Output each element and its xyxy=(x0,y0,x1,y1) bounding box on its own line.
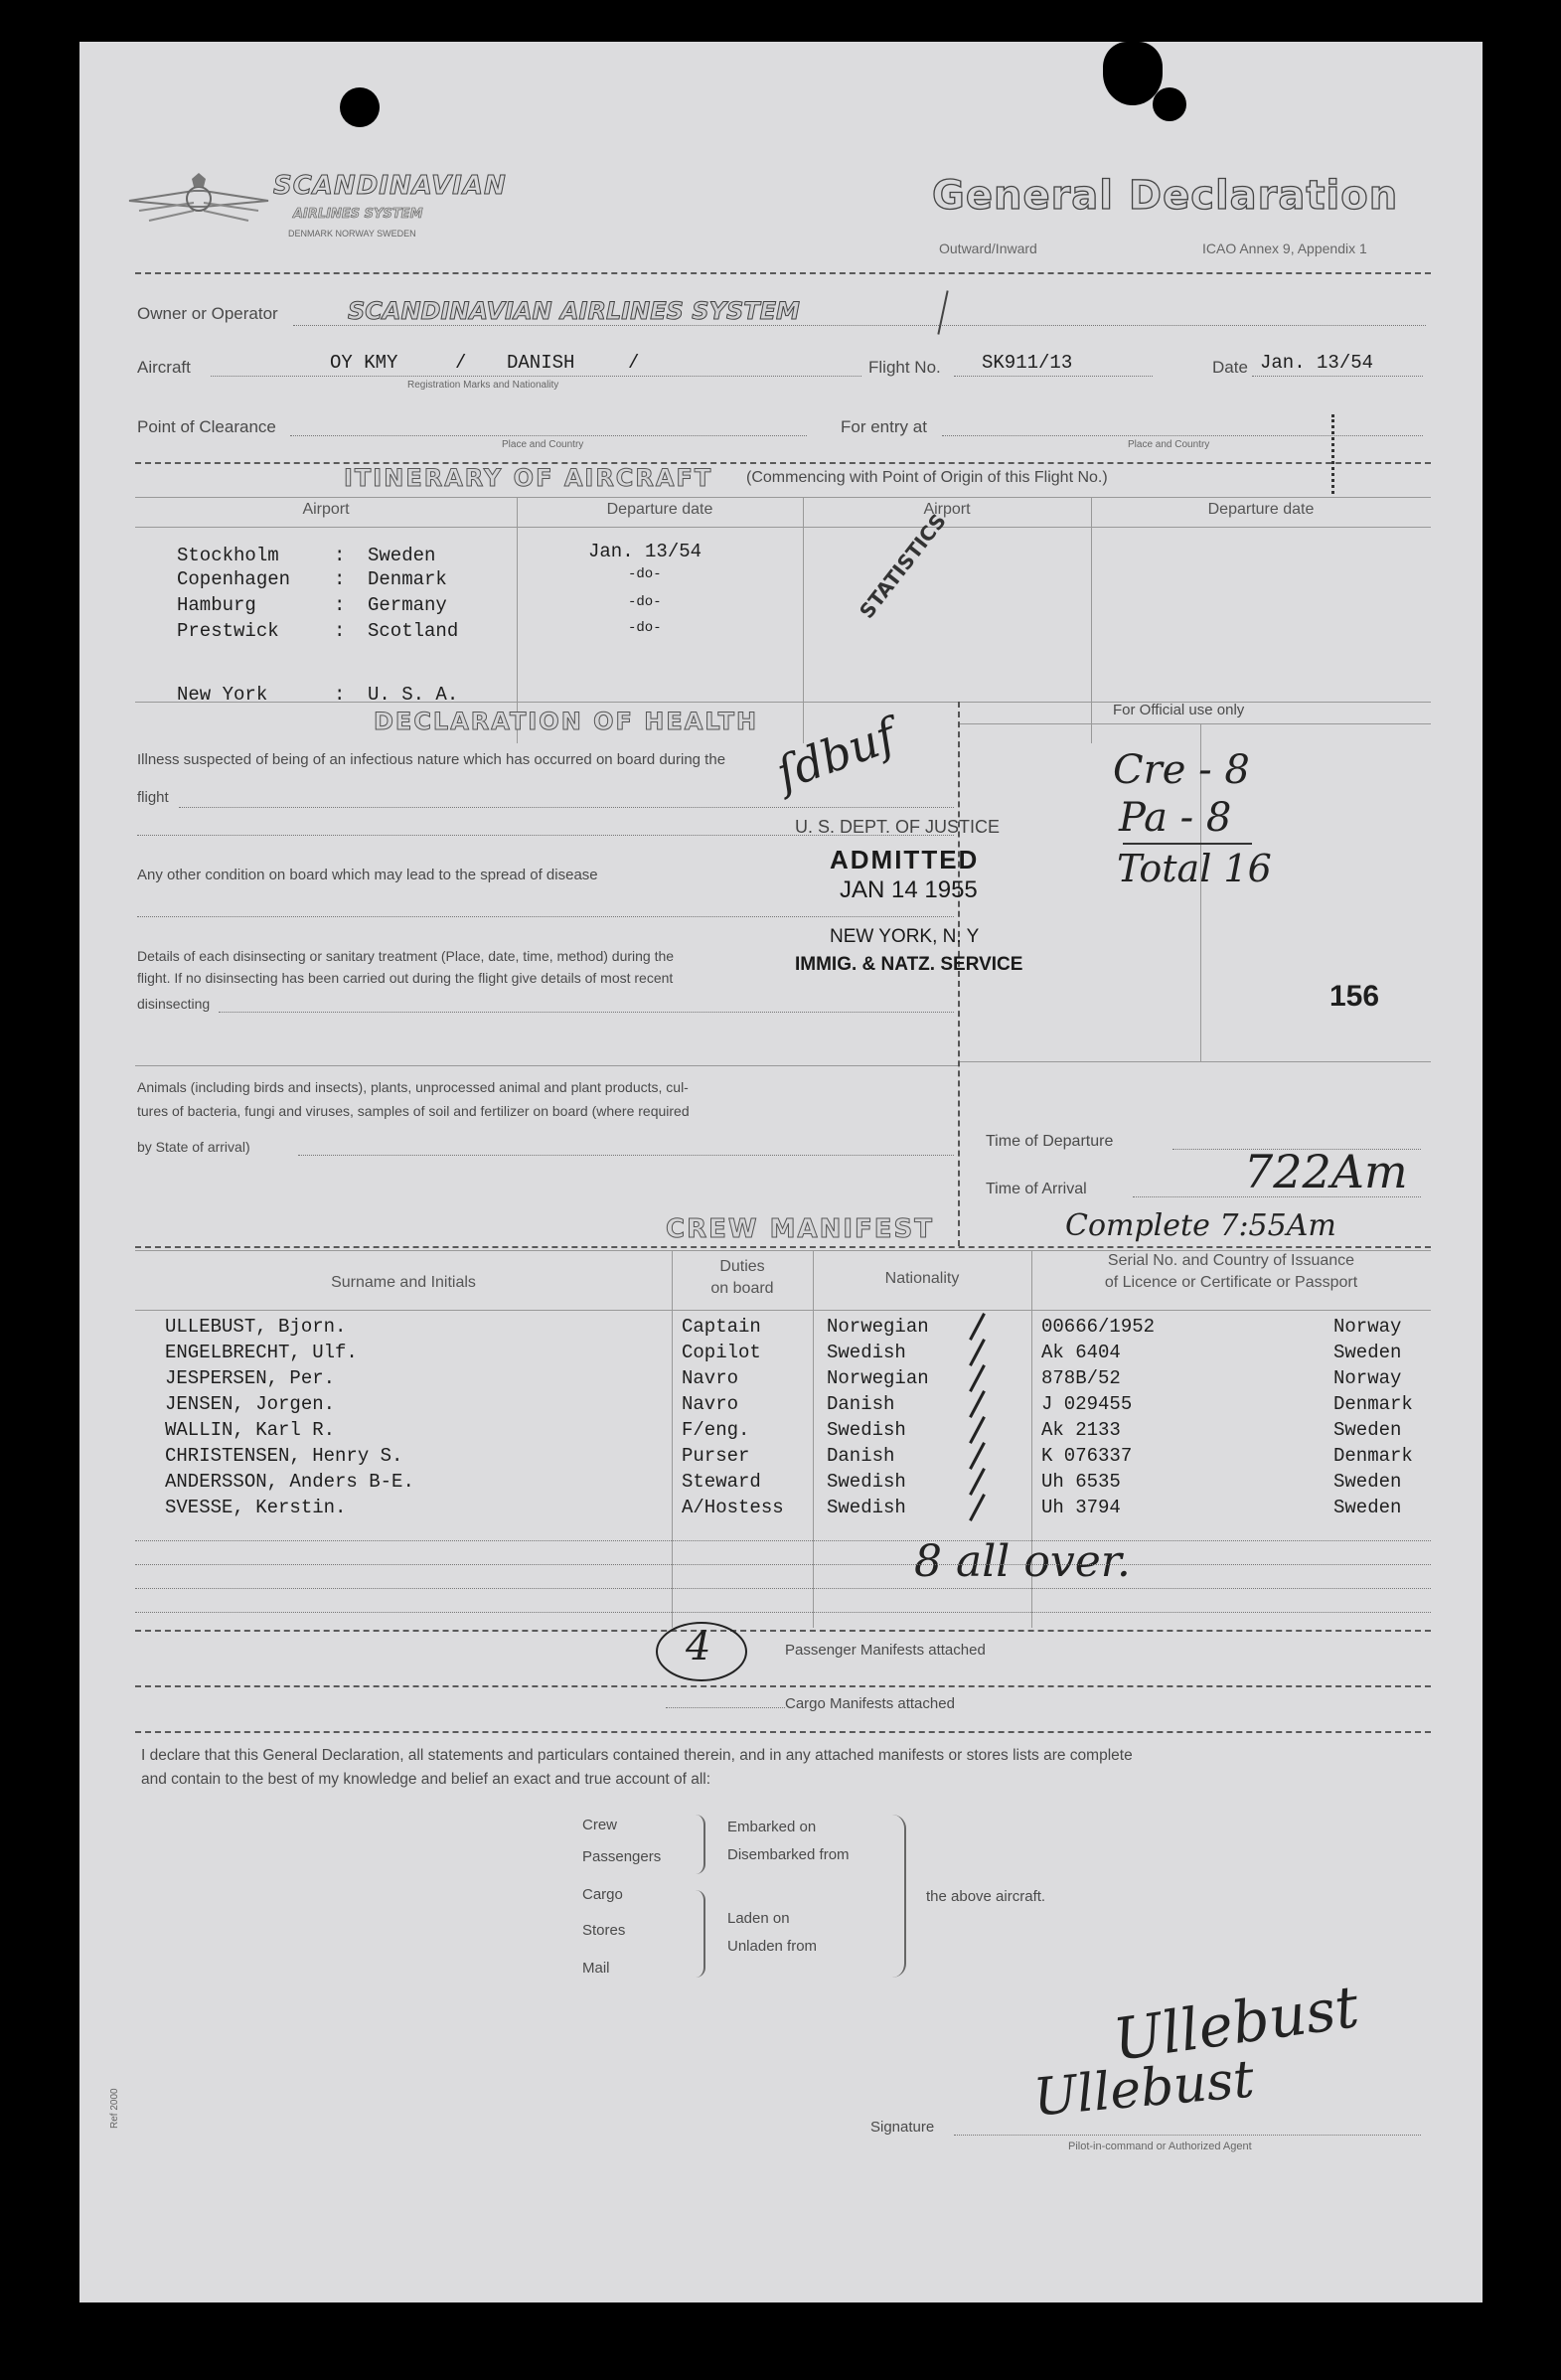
crew-nationality: Norwegian xyxy=(827,1367,929,1389)
crew-nationality: Swedish xyxy=(827,1497,906,1518)
health-question-disinsecting: Details of each disinsecting or sanitary treatment (Place, date, time, method) during the xyxy=(137,948,675,964)
crew-duty: Purser xyxy=(682,1445,750,1467)
owner-label: Owner or Operator xyxy=(137,304,278,323)
itinerary-country: U. S. A. xyxy=(368,684,459,706)
crew-serial: J 029455 xyxy=(1041,1393,1133,1415)
crew-country: Sweden xyxy=(1333,1419,1402,1441)
stamp-admitted: ADMITTED xyxy=(830,845,980,874)
crew-name: ANDERSSON, Anders B-E. xyxy=(165,1471,414,1493)
declaration-aircraft: the above aircraft. xyxy=(926,1888,1046,1905)
official-use-label: For Official use only xyxy=(1113,702,1245,718)
entry-line xyxy=(942,435,1423,436)
divider xyxy=(135,462,1431,464)
health-question-disinsecting-3: disinsecting xyxy=(137,996,211,1012)
passenger-manifest-label: Passenger Manifests attached xyxy=(785,1642,986,1659)
declaration-text-2: and contain to the best of my knowledge and belief an exact and true account of all: xyxy=(141,1771,711,1788)
health-question-illness-cont: flight xyxy=(137,789,169,806)
brace-top xyxy=(696,1815,705,1874)
itinerary-date: Jan. 13/54 xyxy=(588,541,702,562)
punch-hole xyxy=(340,87,380,127)
signature-1: Ullebust xyxy=(1109,1973,1363,2074)
table-line xyxy=(135,1250,1431,1251)
wings-emblem-icon xyxy=(124,171,273,240)
official-note-total: Total 16 xyxy=(1117,847,1272,890)
crew-nationality: Swedish xyxy=(827,1342,906,1363)
table-line xyxy=(135,497,1431,498)
health-question-animals-3: by State of arrival) xyxy=(137,1139,250,1155)
check-mark xyxy=(969,1442,986,1470)
crew-country: Sweden xyxy=(1333,1342,1402,1363)
crew-duty: Steward xyxy=(682,1471,761,1493)
divider xyxy=(135,272,1431,274)
itinerary-sep: : xyxy=(334,684,346,706)
official-line xyxy=(960,723,1431,724)
crew-name: SVESSE, Kerstin. xyxy=(165,1497,347,1518)
departure-time-label: Time of Departure xyxy=(986,1133,1114,1150)
declaration-laden: Laden on xyxy=(727,1910,790,1927)
official-number: 156 xyxy=(1329,980,1380,1013)
crew-blank-line xyxy=(135,1612,1431,1613)
stamp-dept: U. S. DEPT. OF JUSTICE xyxy=(795,817,1001,837)
health-question-disinsecting-2: flight. If no disinsecting has been carried out during the flight give details of most recent xyxy=(137,970,674,986)
logo-countries: DENMARK NORWAY SWEDEN xyxy=(288,229,416,238)
crew-nationality: Danish xyxy=(827,1393,895,1415)
itinerary-sep: : xyxy=(334,594,346,616)
table-line xyxy=(960,1061,1431,1062)
clearance-caption: Place and Country xyxy=(502,439,584,450)
logo-name: SCANDINAVIAN xyxy=(273,171,507,201)
aircraft-slash-2: / xyxy=(628,352,640,374)
point-of-clearance-label: Point of Clearance xyxy=(137,417,276,436)
itinerary-country: Germany xyxy=(368,594,447,616)
itinerary-date: -do- xyxy=(628,594,662,610)
crew-duty: A/Hostess xyxy=(682,1497,784,1518)
form-reference: ICAO Annex 9, Appendix 1 xyxy=(1202,240,1367,256)
divider xyxy=(135,1246,1431,1248)
answer-line xyxy=(298,1155,954,1156)
crew-country: Norway xyxy=(1333,1367,1402,1389)
crew-serial: Ak 2133 xyxy=(1041,1419,1121,1441)
crew-name: JESPERSEN, Per. xyxy=(165,1367,336,1389)
owner-value: SCANDINAVIAN AIRLINES SYSTEM xyxy=(348,297,800,325)
table-column xyxy=(803,497,804,743)
crew-header-name: Surname and Initials xyxy=(331,1274,476,1291)
answer-line xyxy=(179,807,954,808)
itinerary-title: ITINERARY OF AIRCRAFT xyxy=(344,464,713,492)
aircraft-registration: OY KMY xyxy=(330,352,398,374)
crew-header-serial-2: of Licence or Certificate or Passport xyxy=(1104,1274,1358,1291)
crew-name: CHRISTENSEN, Henry S. xyxy=(165,1445,403,1467)
declaration-item-stores: Stores xyxy=(582,1922,626,1939)
itinerary-country: Denmark xyxy=(368,568,447,590)
owner-line xyxy=(293,325,1426,326)
crew-column xyxy=(672,1250,673,1628)
check-mark xyxy=(969,1364,986,1392)
handwritten-initials: ſdbuf xyxy=(769,708,903,801)
divider xyxy=(135,1731,1431,1733)
check-mark xyxy=(969,1339,986,1366)
passenger-count: 4 xyxy=(686,1624,711,1669)
crew-duty: Copilot xyxy=(682,1342,761,1363)
form-direction: Outward/Inward xyxy=(939,240,1037,256)
health-question-animals: Animals (including birds and insects), plants, unprocessed animal and plant products, cul- xyxy=(137,1079,689,1095)
table-line xyxy=(135,1310,1431,1311)
date-label: Date xyxy=(1212,358,1248,377)
crew-nationality: Swedish xyxy=(827,1471,906,1493)
signature-2: Ullebust xyxy=(1030,2049,1257,2129)
crew-name: ENGELBRECHT, Ulf. xyxy=(165,1342,358,1363)
registration-caption: Registration Marks and Nationality xyxy=(407,380,559,391)
aircraft-slash-1: / xyxy=(455,352,467,374)
crew-country: Denmark xyxy=(1333,1393,1413,1415)
declaration-disembarked: Disembarked from xyxy=(727,1846,850,1863)
entry-label: For entry at xyxy=(841,417,927,436)
declaration-embarked: Embarked on xyxy=(727,1819,817,1835)
crew-hand-note: 8 all over. xyxy=(914,1536,1131,1587)
crew-title: CREW MANIFEST xyxy=(666,1214,935,1244)
itinerary-city: Hamburg xyxy=(177,594,256,616)
divider xyxy=(135,1685,1431,1687)
signature-label: Signature xyxy=(870,2119,935,2136)
stamp-date: JAN 14 1955 xyxy=(840,876,978,903)
check-mark xyxy=(969,1313,986,1341)
crew-nationality: Swedish xyxy=(827,1419,906,1441)
table-line xyxy=(135,1065,958,1066)
crew-duty: F/eng. xyxy=(682,1419,750,1441)
crew-duty: Navro xyxy=(682,1393,739,1415)
table-line xyxy=(135,527,1431,528)
crew-header-nationality: Nationality xyxy=(884,1270,960,1287)
crew-serial: K 076337 xyxy=(1041,1445,1133,1467)
itinerary-city: New York xyxy=(177,684,268,706)
stamp-service: IMMIG. & NATZ. SERVICE xyxy=(795,954,1023,975)
itinerary-city: Copenhagen xyxy=(177,568,291,590)
itinerary-header-date-2: Departure date xyxy=(1207,501,1315,518)
itinerary-sep: : xyxy=(334,568,346,590)
crew-serial: Ak 6404 xyxy=(1041,1342,1121,1363)
check-mark xyxy=(969,1468,986,1496)
arrival-time-label: Time of Arrival xyxy=(986,1181,1087,1197)
crew-serial: Uh 3794 xyxy=(1041,1497,1121,1518)
official-note-pax: Pa - 8 xyxy=(1119,795,1232,841)
general-declaration-form xyxy=(79,42,1483,2302)
crew-header-serial: Serial No. and Country of Issuance xyxy=(1107,1252,1355,1269)
crew-serial: 878B/52 xyxy=(1041,1367,1121,1389)
declaration-item-passengers: Passengers xyxy=(582,1848,662,1865)
crew-nationality: Danish xyxy=(827,1445,895,1467)
stamp-city: NEW YORK, N. Y xyxy=(830,926,980,947)
airline-logo xyxy=(124,171,507,250)
crew-blank-line xyxy=(135,1588,1431,1589)
check-mark xyxy=(969,1390,986,1418)
statistics-stamp: STATISTICS xyxy=(855,509,951,623)
itinerary-country: Sweden xyxy=(368,545,436,566)
crew-name: ULLEBUST, Bjorn. xyxy=(165,1316,347,1338)
health-question-disease: Any other condition on board which may lead to the spread of disease xyxy=(137,867,598,883)
declaration-unladen: Unladen from xyxy=(727,1938,818,1955)
divider xyxy=(135,1630,1431,1632)
crew-serial: Uh 6535 xyxy=(1041,1471,1121,1493)
itinerary-header-airport-1: Airport xyxy=(302,501,350,518)
health-question-animals-2: tures of bacteria, fungi and viruses, samples of soil and fertilizer on board (where required xyxy=(137,1103,690,1119)
punch-hole-torn-right xyxy=(1153,87,1186,121)
itinerary-header-date-1: Departure date xyxy=(606,501,713,518)
owner-slash xyxy=(937,290,948,334)
declaration-item-crew: Crew xyxy=(582,1817,618,1833)
health-question-illness: Illness suspected of being of an infectious nature which has occurred on board during the xyxy=(137,751,726,768)
margin-code: Ref 2000 xyxy=(109,2088,120,2129)
crew-duty: Captain xyxy=(682,1316,761,1338)
form-title: General Declaration xyxy=(932,173,1399,219)
itinerary-country: Scotland xyxy=(368,620,459,642)
itinerary-sep: : xyxy=(334,620,346,642)
itinerary-city: Stockholm xyxy=(177,545,279,566)
crew-blank-line xyxy=(135,1540,1431,1541)
admitted-stamp xyxy=(795,817,1123,1016)
declaration-item-mail: Mail xyxy=(582,1960,610,1977)
official-note-crew: Cre - 8 xyxy=(1113,747,1250,793)
cargo-line xyxy=(666,1707,785,1708)
table-column xyxy=(517,497,518,743)
logo-subtitle: AIRLINES SYSTEM xyxy=(293,207,423,222)
clearance-line xyxy=(290,435,807,436)
signature-line xyxy=(954,2135,1421,2136)
crew-header-duties: Duties xyxy=(719,1258,765,1275)
crew-name: WALLIN, Karl R. xyxy=(165,1419,336,1441)
crew-duty: Navro xyxy=(682,1367,739,1389)
cargo-manifest-label: Cargo Manifests attached xyxy=(785,1695,955,1712)
date-line xyxy=(1252,376,1423,377)
check-mark xyxy=(969,1494,986,1521)
itinerary-sep: : xyxy=(334,545,346,566)
aircraft-nationality: DANISH xyxy=(507,352,575,374)
crew-nationality: Norwegian xyxy=(827,1316,929,1338)
complete-note: Complete 7:55Am xyxy=(1065,1208,1336,1243)
arrival-time-value: 722Am xyxy=(1244,1145,1408,1198)
itinerary-date: -do- xyxy=(628,566,662,582)
itinerary-date: -do- xyxy=(628,620,662,636)
aircraft-line xyxy=(211,376,861,377)
crew-country: Sweden xyxy=(1333,1497,1402,1518)
flight-number-value: SK911/13 xyxy=(982,352,1073,374)
crew-country: Denmark xyxy=(1333,1445,1413,1467)
declaration-text: I declare that this General Declaration, all statements and particulars contained therein, and in any attached manifests or stores lists are complete xyxy=(141,1747,1133,1764)
itinerary-header-airport-2: Airport xyxy=(923,501,971,518)
entry-caption: Place and Country xyxy=(1128,439,1210,450)
official-underline xyxy=(1123,843,1252,845)
date-value: Jan. 13/54 xyxy=(1260,352,1374,374)
aircraft-label: Aircraft xyxy=(137,358,191,377)
itinerary-city: Prestwick xyxy=(177,620,279,642)
crew-header-duties-2: on board xyxy=(710,1280,774,1297)
crew-serial: 00666/1952 xyxy=(1041,1316,1156,1338)
bracket-mark xyxy=(1331,414,1334,494)
table-column xyxy=(1091,497,1092,743)
check-mark xyxy=(969,1416,986,1444)
crew-column xyxy=(813,1250,814,1628)
crew-country: Sweden xyxy=(1333,1471,1402,1493)
crew-name: JENSEN, Jorgen. xyxy=(165,1393,336,1415)
itinerary-subtitle: (Commencing with Point of Origin of this Flight No.) xyxy=(746,469,1108,486)
health-title: DECLARATION OF HEALTH xyxy=(374,708,759,735)
brace-bottom xyxy=(696,1890,705,1978)
signature-caption: Pilot-in-command or Authorized Agent xyxy=(1068,2141,1252,2152)
flight-line xyxy=(954,376,1153,377)
brace-outer xyxy=(892,1815,906,1978)
crew-blank-line xyxy=(135,1564,1431,1565)
declaration-item-cargo: Cargo xyxy=(582,1886,623,1903)
crew-country: Norway xyxy=(1333,1316,1402,1338)
arrival-line xyxy=(1133,1196,1421,1197)
flight-number-label: Flight No. xyxy=(868,358,941,377)
